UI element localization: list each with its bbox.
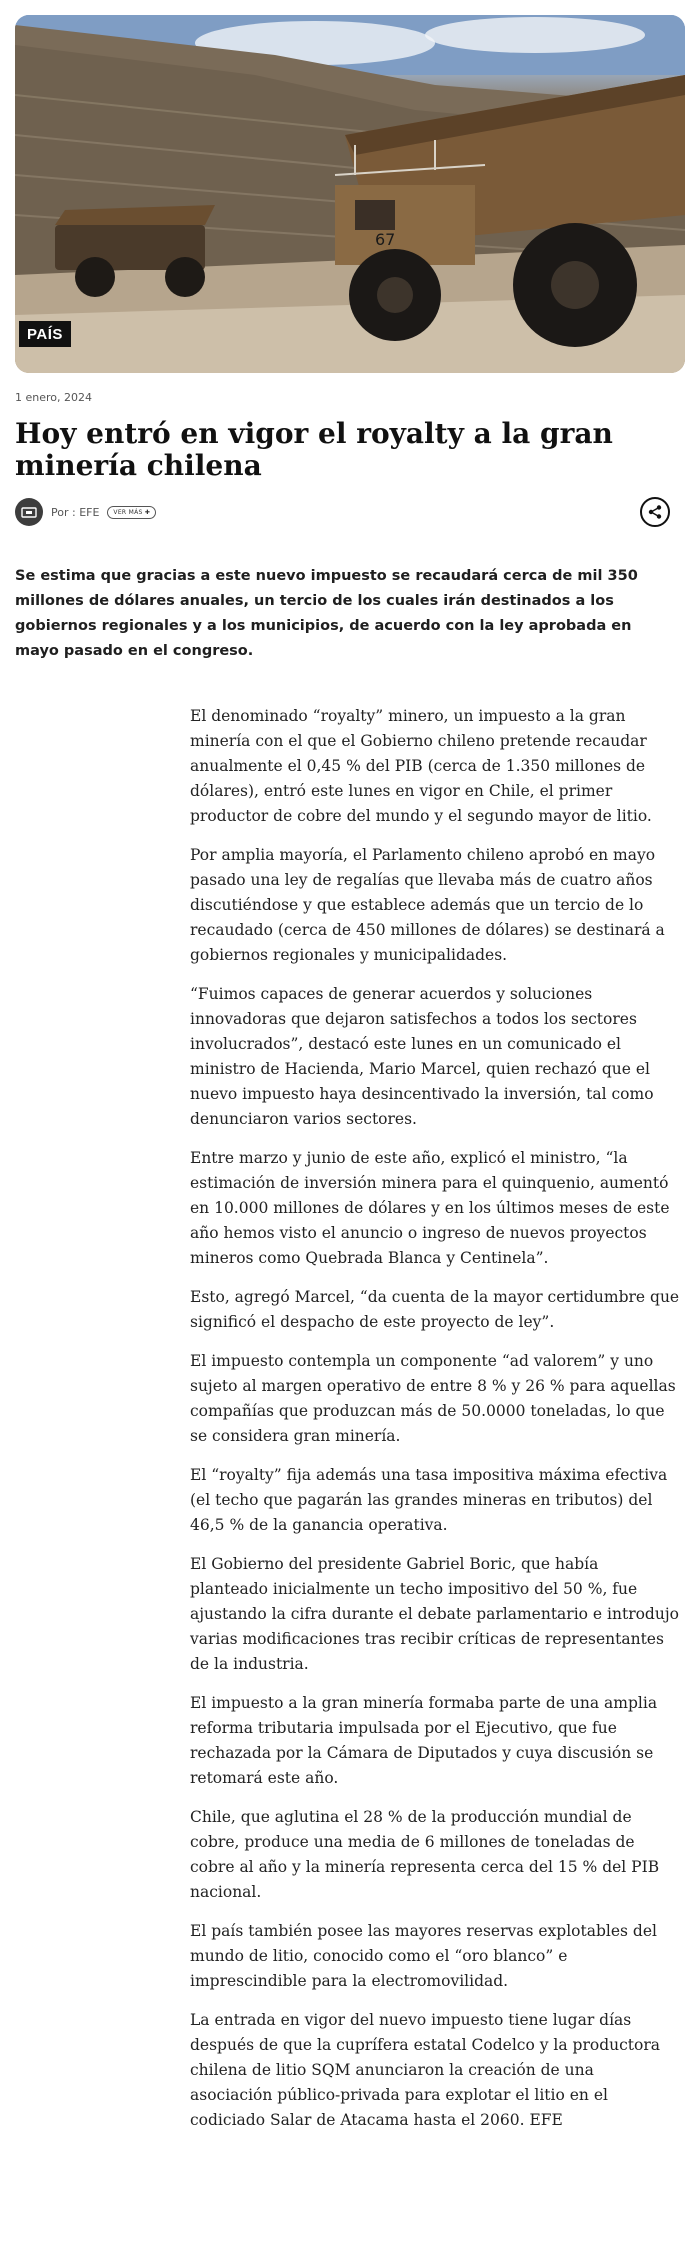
category-badge[interactable]: PAÍS <box>19 321 71 347</box>
article-lead: Se estima que gracias a este nuevo impuesto se recaudará cerca de mil 350 millones de dólares anuales, un tercio de los cuales irán destinados a los gobiernos regionales y a los municipios, de acuerdo con la ley aprobada en mayo pasado en el congreso. <box>15 568 638 659</box>
see-more-button[interactable]: VER MÁS ✚ <box>107 506 156 519</box>
publish-date: 1 enero, 2024 <box>15 391 92 404</box>
mining-trucks-photo <box>15 15 685 373</box>
body-paragraph: El “royalty” fija además una tasa impositiva máxima efectiva (el techo que pagarán las grandes mineras en tributos) del 46,5 % de la ganancia operativa. <box>190 1466 668 1534</box>
body-paragraph: El país también posee las mayores reservas explotables del mundo de litio, conocido como el “oro blanco” e imprescindible para la electromovilidad. <box>190 1922 657 1990</box>
body-paragraph: La entrada en vigor del nuevo impuesto tiene lugar días después de que la cuprífera estatal Codelco y la productora chilena de litio SQM anunciaron la creación de una asociación público-privada para explotar el litio en el codiciado Salar de Atacama hasta el 2060. EFE <box>190 2011 661 2129</box>
share-icon <box>647 504 663 520</box>
body-paragraph: Por amplia mayoría, el Parlamento chileno aprobó en mayo pasado una ley de regalías que llevaba más de cuatro años discutiéndose y que establece además que un tercio de lo recaudado (cerca de 450 millones de dólares) se destinará a gobiernos regionales y municipalidades. <box>190 846 665 964</box>
body-paragraph: El impuesto a la gran minería formaba parte de una amplia reforma tributaria impulsada por el Ejecutivo, que fue rechazada por la Cámara de Diputados y cuya discusión se retomará este año. <box>190 1694 658 1787</box>
byline-author: Por : EFE <box>51 505 100 519</box>
avatar-icon[interactable] <box>15 498 43 526</box>
body-paragraph: Chile, que aglutina el 28 % de la producción mundial de cobre, produce una media de 6 millones de toneladas de cobre al año y la minería representa cerca del 15 % del PIB nacional. <box>190 1808 660 1901</box>
hero-image <box>15 15 685 373</box>
article-headline: Hoy entró en vigor el royalty a la gran minería chilena <box>15 417 613 482</box>
body-paragraph: Entre marzo y junio de este año, explicó el ministro, “la estimación de inversión minera para el quinquenio, aumentó en 10.000 millones de dólares y en los últimos meses de este año hemos visto el anuncio o ingreso de nuevos proyectos mineros como Quebrada Blanca y Centinela”. <box>190 1149 670 1267</box>
svg-text:67: 67 <box>375 230 396 249</box>
body-paragraph: El Gobierno del presidente Gabriel Boric, que había planteado inicialmente un techo impositivo del 50 %, fue ajustando la cifra durante el debate parlamentario e introdujo varias modificaciones tras recibir críticas de representantes de la industria. <box>190 1555 679 1673</box>
share-button[interactable] <box>640 497 670 527</box>
body-paragraph: Esto, agregó Marcel, “da cuenta de la mayor certidumbre que significó el despacho de este proyecto de ley”. <box>190 1288 680 1331</box>
body-paragraph: “Fuimos capaces de generar acuerdos y soluciones innovadoras que dejaron satisfechos a todos los sectores involucrados”, destacó este lunes en un comunicado el ministro de Hacienda, Mario Marcel, quien rechazó que el nuevo impuesto haya desincentivado la inversión, tal como denunciaron varios sectores. <box>190 985 654 1128</box>
body-paragraph: El impuesto contempla un componente “ad valorem” y uno sujeto al margen operativo de entre 8 % y 26 % para aquellas compañías que produzcan más de 50.0000 toneladas, lo que se considera gran minería. <box>190 1352 676 1445</box>
body-paragraph: El denominado “royalty” minero, un impuesto a la gran minería con el que el Gobierno chileno pretende recaudar anualmente el 0,45 % del PIB (cerca de 1.350 millones de dólares), entró este lunes en vigor en Chile, el primer productor de cobre del mundo y el segundo mayor de litio. <box>190 707 652 825</box>
article-body <box>190 704 680 2133</box>
byline <box>15 496 685 528</box>
